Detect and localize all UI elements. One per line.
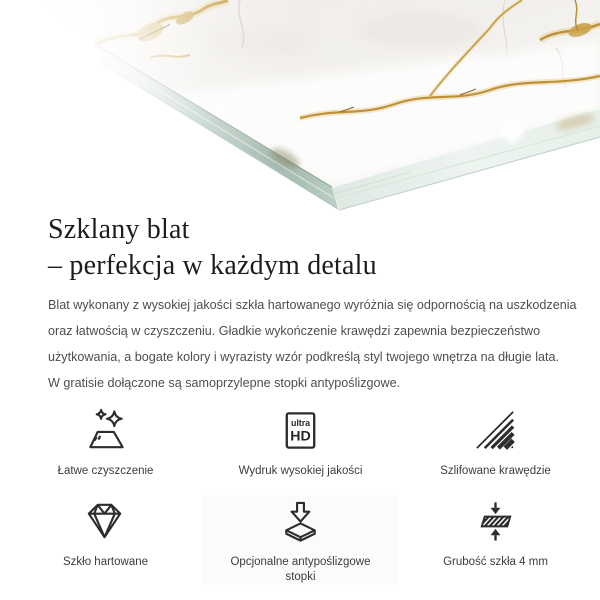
product-description xyxy=(48,292,588,396)
left-fade xyxy=(0,0,300,212)
glass-tabletop-illustration xyxy=(0,0,600,212)
feature-easy-cleaning xyxy=(8,404,203,479)
feature-polished-edges xyxy=(398,404,593,479)
description-line: użytkowania, a bogate kolory i wyrazisty wzór podkreślą styl twojego wnętrza na długie lata. xyxy=(48,350,559,364)
feature-label: Szlifowane krawędzie xyxy=(440,465,551,477)
description-line: W gratisie dołączone są samoprzylepne stopki antypoślizgowe. xyxy=(48,376,401,390)
product-image xyxy=(0,0,600,212)
product-text-block xyxy=(48,212,588,396)
feature-label: Szkło hartowane xyxy=(62,556,149,568)
light-flare xyxy=(498,118,526,146)
glass-thickness-icon xyxy=(472,498,519,545)
diamond-icon xyxy=(82,498,129,545)
feature-tempered-glass xyxy=(8,495,203,585)
title-line-1: Szklany blat xyxy=(48,214,190,245)
svg-text:HD: HD xyxy=(290,428,311,445)
description-line: Blat wykonany z wysokiej jakości szkła hartowanego wyróżnia się odpornością na uszkodzenia xyxy=(48,298,577,312)
page-title xyxy=(48,212,588,284)
feature-label: Wydruk wysokiej jakości xyxy=(238,465,363,477)
feature-label: Łatwe czyszczenie xyxy=(57,465,154,477)
antislip-feet-icon xyxy=(277,498,324,545)
svg-text:ultra: ultra xyxy=(290,418,311,429)
description-line: oraz łatwością w czyszczeniu. Gładkie wykończenie krawędzi zapewnia bezpieczeństwo xyxy=(48,324,541,338)
feature-label: Opcjonalne antypoślizgowe stopki xyxy=(230,556,371,583)
ultra-hd-icon xyxy=(277,407,324,454)
feature-glass-thickness xyxy=(398,495,593,585)
sparkles-clean-icon xyxy=(82,407,129,454)
feature-label: Grubość szkła 4 mm xyxy=(443,556,548,568)
features-grid xyxy=(8,404,593,585)
feature-antislip-feet xyxy=(203,495,398,585)
polished-edges-icon xyxy=(472,407,519,454)
title-line-2: – perfekcja w każdym detalu xyxy=(48,250,377,281)
feature-print-quality xyxy=(203,404,398,479)
